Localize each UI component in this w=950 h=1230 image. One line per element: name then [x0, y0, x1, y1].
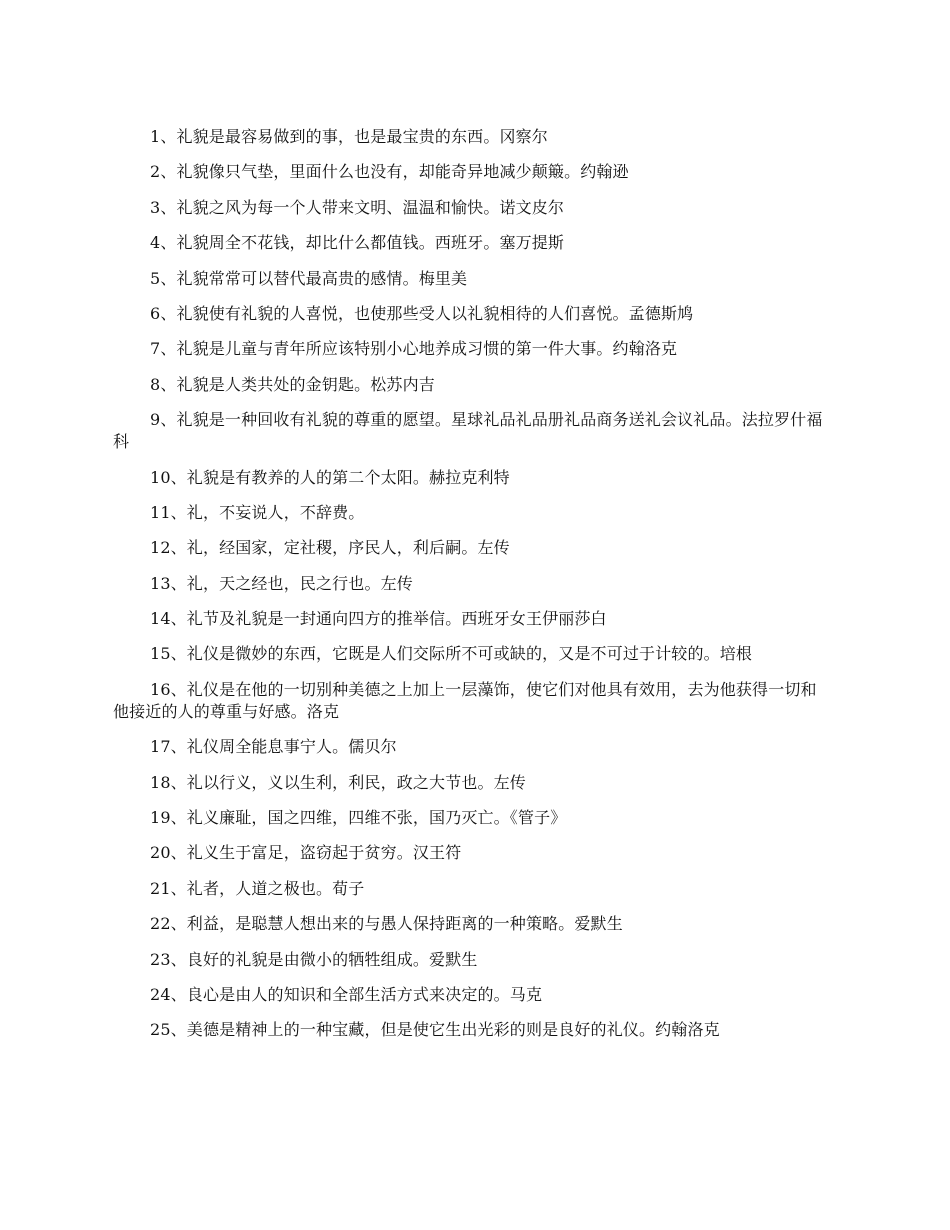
quote-21: 21、礼者，人道之极也。荀子: [150, 878, 365, 898]
quote-20: 20、礼义生于富足，盗窃起于贫穷。汉王符: [150, 843, 462, 863]
quote-23: 23、良好的礼貌是由微小的牺牲组成。爱默生: [150, 949, 478, 969]
quote-7: 7、礼貌是儿童与青年所应该特别小心地养成习惯的第一件大事。约翰洛克: [150, 339, 678, 359]
quote-6: 6、礼貌使有礼貌的人喜悦，也使那些受人以礼貌相待的人们喜悦。孟德斯鸠: [150, 303, 694, 323]
quote-2: 2、礼貌像只气垫，里面什么也没有，却能奇异地减少颠簸。约翰逊: [150, 162, 629, 182]
quote-5: 5、礼貌常常可以替代最高贵的感情。梅里美: [150, 268, 468, 288]
quote-10: 10、礼貌是有教养的人的第二个太阳。赫拉克利特: [150, 467, 510, 487]
quote-8: 8、礼貌是人类共处的金钥匙。松苏内吉: [150, 374, 435, 394]
quote-25: 25、美德是精神上的一种宝藏，但是使它生出光彩的则是良好的礼仪。约翰洛克: [150, 1020, 720, 1040]
quote-24: 24、良心是由人的知识和全部生活方式来决定的。马克: [150, 984, 543, 1004]
quote-4: 4、礼貌周全不花钱，却比什么都值钱。西班牙。塞万提斯: [150, 233, 565, 253]
quote-22: 22、利益，是聪慧人想出来的与愚人保持距离的一种策略。爱默生: [150, 914, 623, 934]
quote-1: 1、礼貌是最容易做到的事，也是最宝贵的东西。冈察尔: [150, 127, 548, 146]
quote-3: 3、礼貌之风为每一个人带来文明、温温和愉快。诺文皮尔: [150, 197, 565, 217]
quote-11: 11、礼，不妄说人，不辞费。: [150, 502, 365, 522]
quote-16: 16、礼仪是在他的一切别种美德之上加上一层藻饰，使它们对他具有效用，去为他获得一切和他接近的人的尊重与好感。洛克: [113, 679, 817, 721]
quote-19: 19、礼义廉耻，国之四维，四维不张，国乃灭亡。《管子》: [150, 808, 567, 828]
quote-14: 14、礼节及礼貌是一封通向四方的推举信。西班牙女王伊丽莎白: [150, 609, 607, 629]
quote-12: 12、礼，经国家，定社稷，序民人，利后嗣。左传: [150, 538, 510, 558]
quote-13: 13、礼，天之经也，民之行也。左传: [150, 573, 413, 593]
quote-15: 15、礼仪是微妙的东西，它既是人们交际所不可或缺的，又是不可过于计较的。培根: [150, 644, 753, 664]
quote-18: 18、礼以行义，义以生利，利民，政之大节也。左传: [150, 772, 526, 792]
document-body: [113, 126, 831, 1055]
quote-9: 9、礼貌是一种回收有礼貌的尊重的愿望。星球礼品礼品册礼品商务送礼会议礼品。法拉罗什福科: [113, 410, 823, 452]
quote-17: 17、礼仪周全能息事宁人。儒贝尔: [150, 737, 397, 757]
